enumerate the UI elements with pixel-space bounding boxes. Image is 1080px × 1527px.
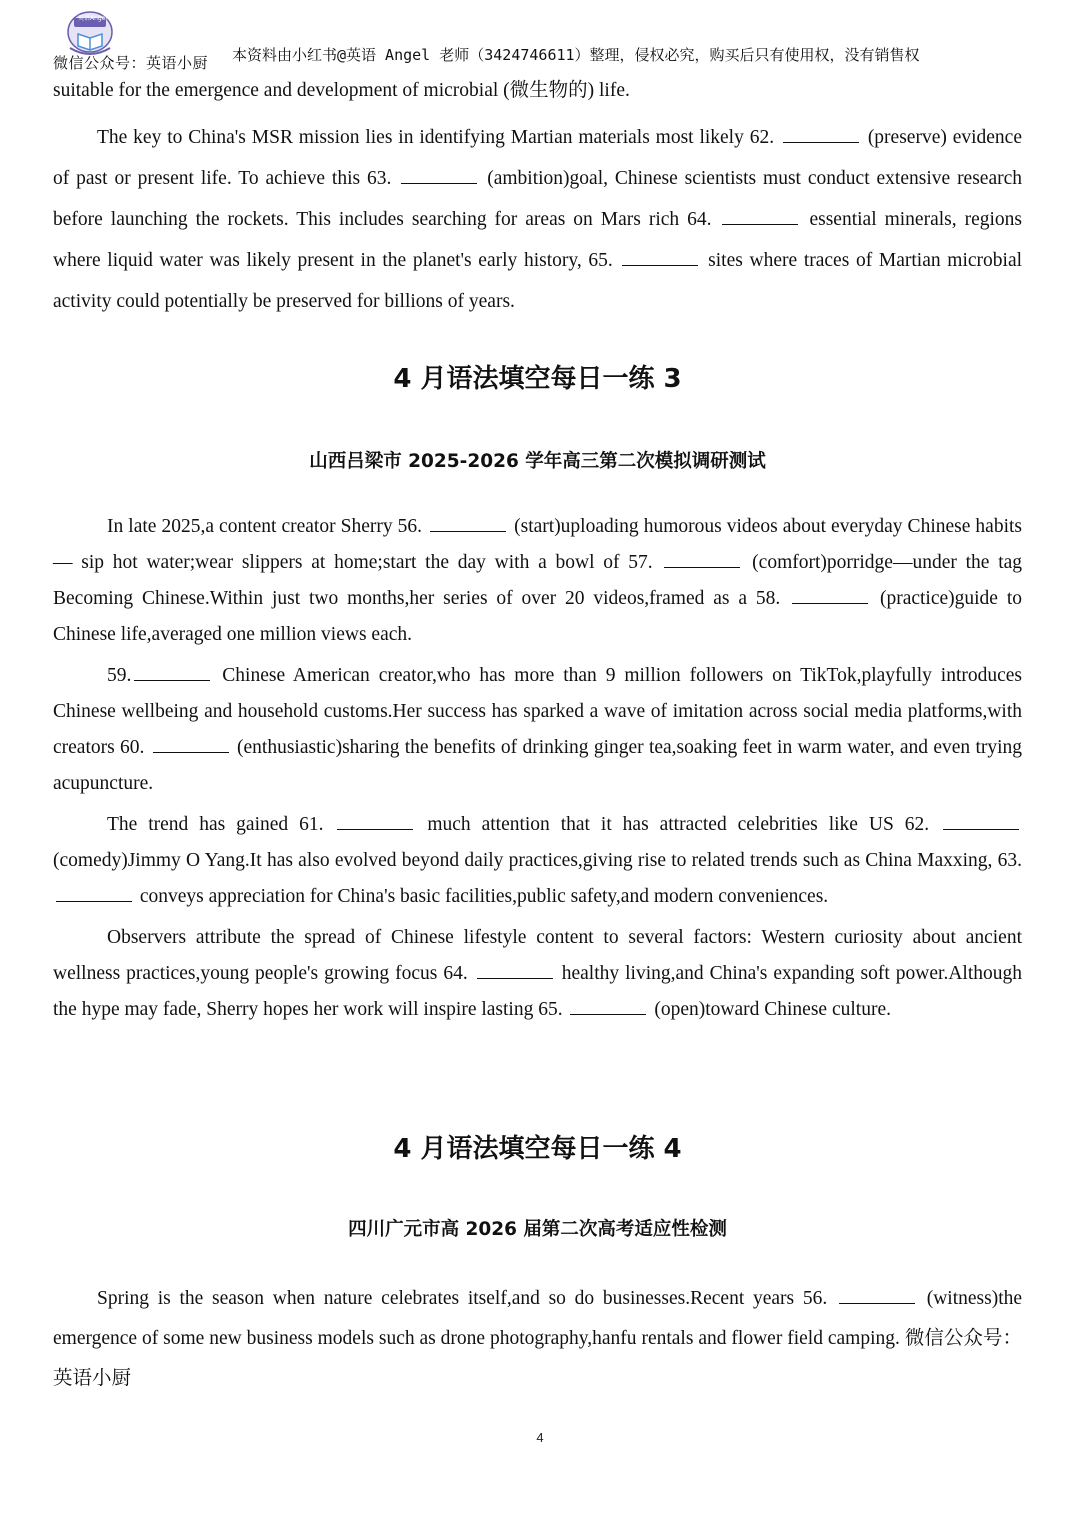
paragraph: The key to China's MSR mission lies in identifying Martian materials most likely 62. (preserve) evidence of past or present life. To achieve this 63. (ambition)goal, Chinese scientists must conduct extensive research before launching the rockets. This includes searching for areas on Mars rich 64. essential minerals, regions where liquid water was likely present in the planet's early history, 65. sites where traces of Martian microbial activity could potentially be preserved for billions of years. — [53, 127, 1023, 312]
page-content — [53, 70, 1022, 1399]
paragraph: In late 2025,a content creator Sherry 56. (start)uploading humorous videos about everyday Chinese habits — sip hot water;wear slippers at home;start the day with a bowl of 57. (comfort)porridge—under the tag Becoming Chinese.Within just two months,her series of over 20 videos,framed as a 58. (practice)guide to Chinese life,averaged one million views each. — [53, 516, 1023, 645]
section-subtitle: 四川广元市高 2026 届第二次高考适应性检测 — [348, 1219, 727, 1240]
answer-blank[interactable] — [401, 182, 477, 184]
answer-blank[interactable] — [839, 1302, 915, 1304]
answer-blank[interactable] — [570, 1013, 646, 1015]
answer-blank[interactable] — [943, 828, 1019, 830]
answer-blank[interactable] — [337, 828, 413, 830]
paragraph: Spring is the season when nature celebrates itself,and so do businesses.Recent years 56. (witness)the emergence of some new business models such as drone photography,hanfu rentals and flower field camping. 微信公众号：英语小厨 — [53, 1288, 1023, 1389]
answer-blank[interactable] — [783, 141, 859, 143]
answer-blank[interactable] — [664, 566, 740, 568]
paragraph: suitable for the emergence and development of microbial (微生物的) life. — [53, 80, 630, 101]
logo-text: 英语Angel老师 — [78, 15, 120, 22]
paragraph: Observers attribute the spread of Chinese lifestyle content to several factors: Western curiosity about ancient wellness practices,young people's growing focus 64. healthy living,and China's expanding soft power.Although the hype may fade, Sherry hopes her work will inspire lasting 65. (open)toward Chinese culture. — [53, 927, 1022, 1020]
section-title: 4 月语法填空每日一练 3 — [393, 364, 682, 394]
answer-blank[interactable] — [792, 602, 868, 604]
answer-blank[interactable] — [722, 223, 798, 225]
wechat-watermark-text: 微信公众号：英语小厨 — [53, 1328, 1022, 1389]
page-header — [0, 0, 1080, 70]
answer-blank[interactable] — [56, 900, 132, 902]
header-copyright-text: 本资料由小红书@英语 Angel 老师（3424746611）整理，侵权必究，购买后只有使用权，没有销售权 — [232, 46, 920, 64]
answer-blank[interactable] — [430, 530, 506, 532]
passage-continuation — [53, 70, 1022, 322]
section-title: 4 月语法填空每日一练 4 — [393, 1134, 682, 1164]
answer-blank[interactable] — [134, 679, 210, 681]
paragraph: 59. Chinese American creator,who has more than 9 million followers on TikTok,playfully introduces Chinese wellbeing and household customs.Her success has sparked a wave of imitation across social media platforms,with creators 60. (enthusiastic)sharing the benefits of drinking ginger tea,soaking feet in warm water, and even trying acupuncture. — [53, 665, 1023, 794]
answer-blank[interactable] — [622, 264, 698, 266]
section-subtitle: 山西吕梁市 2025-2026 学年高三第二次模拟调研测试 — [309, 451, 766, 472]
passage-4 — [53, 1279, 1022, 1399]
paragraph: The trend has gained 61. much attention that it has attracted celebrities like US 62. (comedy)Jimmy O Yang.It has also evolved beyond daily practices,giving rise to related trends such as China Maxxing, 63. conveys appreciation for China's basic facilities,public safety,and modern conveniences. — [53, 814, 1022, 907]
page-number: 4 — [536, 1430, 544, 1445]
answer-blank[interactable] — [477, 977, 553, 979]
passage-3 — [53, 509, 1022, 1028]
answer-blank[interactable] — [153, 751, 229, 753]
header-wechat-text: 微信公众号：英语小厨 — [53, 54, 209, 72]
